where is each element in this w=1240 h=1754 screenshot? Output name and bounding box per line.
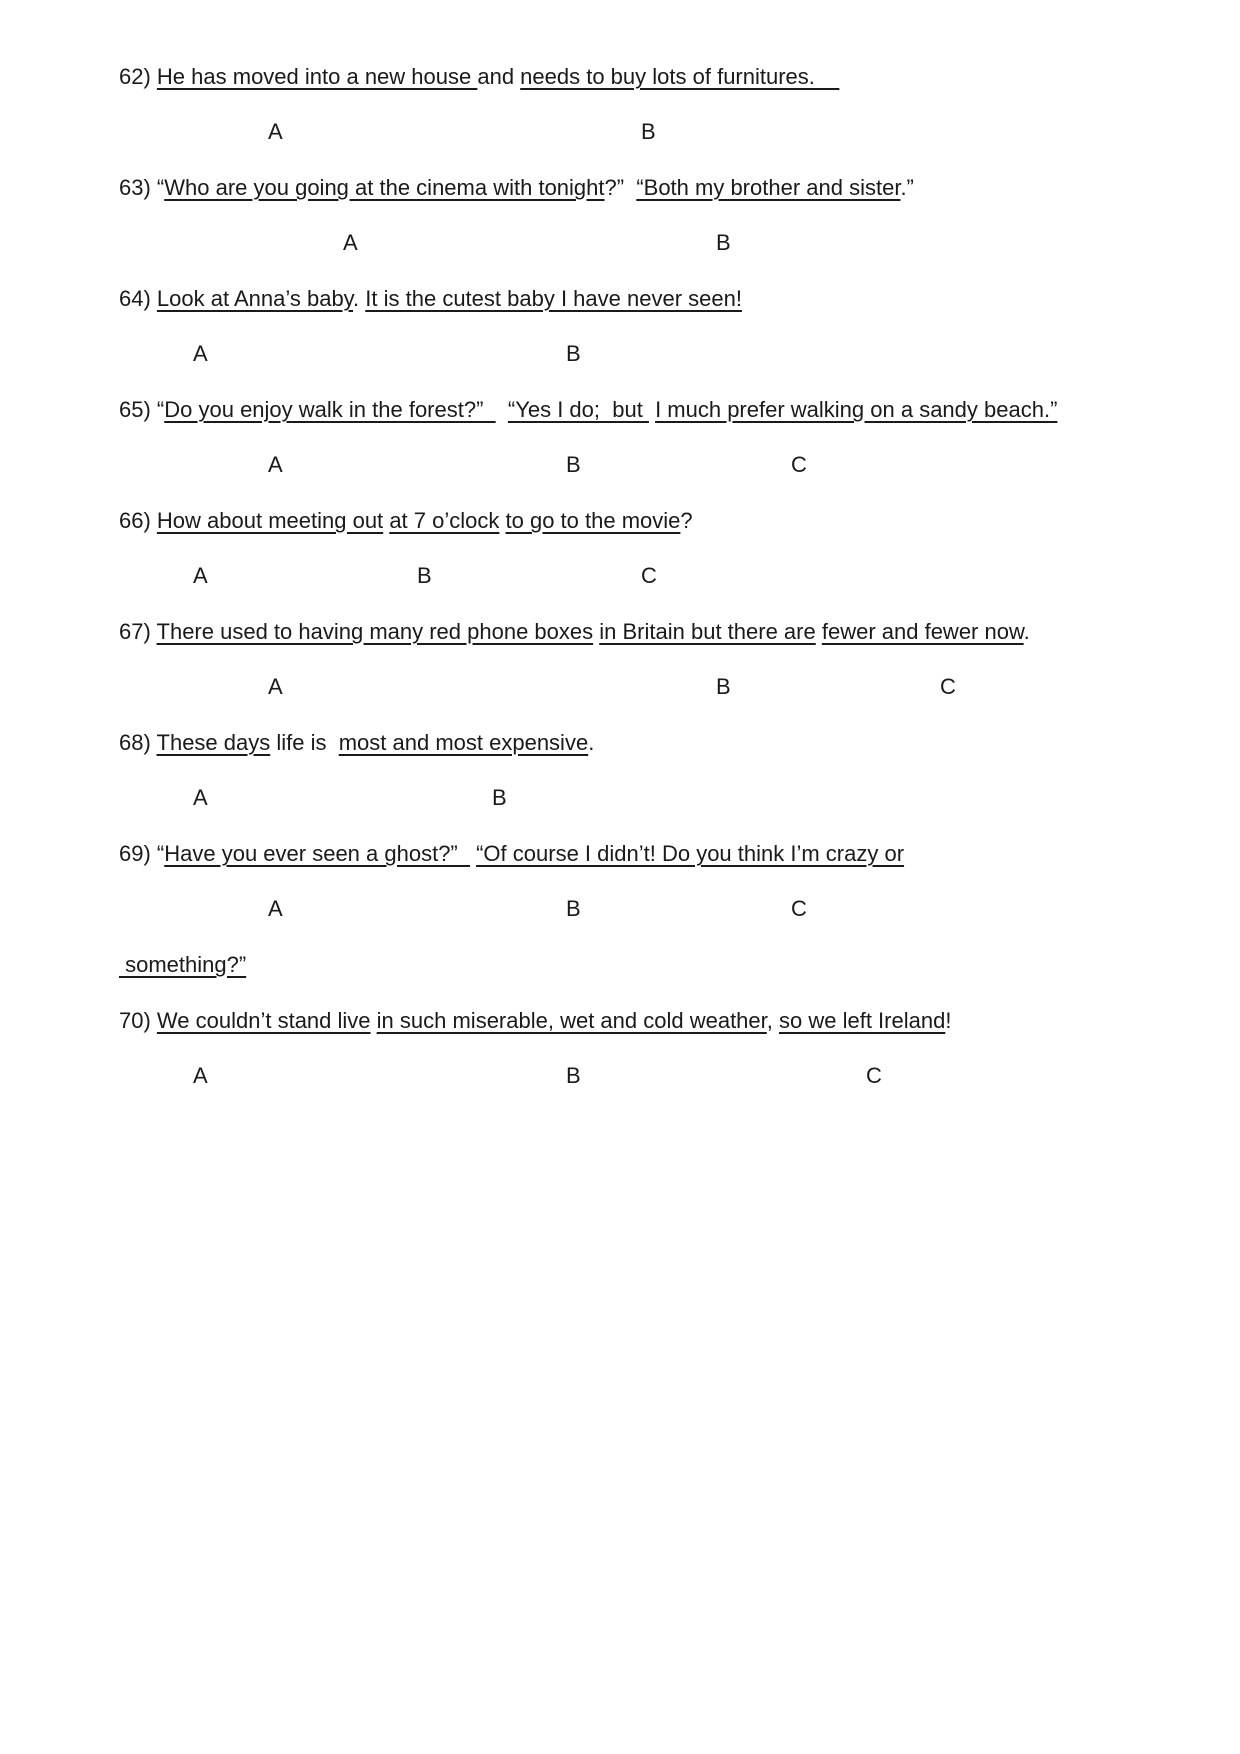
option-letter-a: A — [268, 896, 283, 921]
text — [496, 397, 508, 422]
underlined-segment-a: We couldn’t stand live — [156, 1008, 371, 1033]
option-letter-b: B — [566, 1063, 581, 1088]
question-number: 65) — [119, 397, 151, 422]
text: ! — [945, 1008, 952, 1033]
question-number: 64) — [119, 286, 151, 311]
option-letter-a: A — [268, 452, 283, 477]
question-68 — [119, 728, 594, 758]
option-letter-c: C — [791, 896, 807, 921]
question-number: 62) — [119, 64, 151, 89]
option-letter-b: B — [492, 785, 507, 810]
underlined-segment-b: “Of course I didn’t! Do you think I’m crazy or — [476, 841, 905, 866]
question-number: 70) — [119, 1008, 151, 1033]
question-number: 67) — [119, 619, 151, 644]
text: “ — [150, 397, 165, 422]
underlined-segment-b: It is the cutest baby I have never seen! — [365, 286, 742, 311]
text: ? — [680, 508, 693, 533]
underlined-segment-a: Do you enjoy walk in the forest?” — [164, 397, 496, 422]
option-letter-c: C — [866, 1063, 882, 1088]
underlined-segment-a: How about meeting out — [156, 508, 384, 533]
question-67 — [119, 617, 1030, 647]
question-62 — [119, 62, 839, 92]
text: life is — [270, 730, 339, 755]
option-letter-a: A — [268, 674, 283, 699]
text: .” — [900, 175, 914, 200]
text: . — [588, 730, 595, 755]
option-letter-a: A — [268, 119, 283, 144]
underlined-segment-b: in Britain but there are — [599, 619, 816, 644]
underlined-segment-c: fewer and fewer now — [821, 619, 1024, 644]
option-letter-b: B — [566, 341, 581, 366]
question-number: 68) — [119, 730, 151, 755]
option-letter-a: A — [193, 563, 208, 588]
underlined-segment-c: I much prefer walking on a sandy beach.” — [655, 397, 1058, 422]
text: “ — [150, 175, 165, 200]
question-65 — [119, 395, 1057, 425]
text: . — [1023, 619, 1030, 644]
question-63 — [119, 173, 914, 203]
option-letter-b: B — [716, 674, 731, 699]
option-letter-b: B — [566, 452, 581, 477]
option-letter-b: B — [641, 119, 656, 144]
text: and — [477, 64, 521, 89]
text: , — [766, 1008, 779, 1033]
option-letter-a: A — [193, 1063, 208, 1088]
underlined-segment-c: to go to the movie — [505, 508, 681, 533]
option-letter-b: B — [566, 896, 581, 921]
underlined-segment-b: in such miserable, wet and cold weather — [376, 1008, 767, 1033]
option-letter-c: C — [791, 452, 807, 477]
underlined-segment-b: needs to buy lots of furnitures. — [520, 64, 840, 89]
question-number: 66) — [119, 508, 151, 533]
underlined-segment-b: at 7 o’clock — [389, 508, 500, 533]
text: . — [353, 286, 366, 311]
underlined-segment-a: These days — [156, 730, 271, 755]
question-70 — [119, 1006, 951, 1036]
question-64 — [119, 284, 742, 314]
option-letter-c: C — [940, 674, 956, 699]
option-letter-a: A — [343, 230, 358, 255]
underlined-segment-b: “Both my brother and sister — [636, 175, 901, 200]
underlined-segment-a: Who are you going at the cinema with tonight — [164, 175, 605, 200]
underlined-segment-a: There used to having many red phone boxes — [156, 619, 594, 644]
option-letter-c: C — [641, 563, 657, 588]
underlined-segment-c-continuation: something?” — [119, 952, 247, 977]
underlined-segment-b: most and most expensive — [338, 730, 589, 755]
underlined-segment-c: so we left Ireland — [779, 1008, 946, 1033]
option-letter-b: B — [716, 230, 731, 255]
underlined-segment-a: He has moved into a new house — [156, 64, 478, 89]
underlined-segment-a: Look at Anna’s baby — [156, 286, 354, 311]
underlined-segment-a: Have you ever seen a ghost?” — [164, 841, 470, 866]
underlined-segment-b: “Yes I do; but — [507, 397, 649, 422]
question-69-continuation — [119, 950, 246, 980]
option-letter-a: A — [193, 341, 208, 366]
text: “ — [150, 841, 165, 866]
option-letter-b: B — [417, 563, 432, 588]
question-66 — [119, 506, 693, 536]
option-letter-a: A — [193, 785, 208, 810]
question-69 — [119, 839, 904, 869]
question-number: 63) — [119, 175, 151, 200]
text: ?” — [604, 175, 637, 200]
question-number: 69) — [119, 841, 151, 866]
